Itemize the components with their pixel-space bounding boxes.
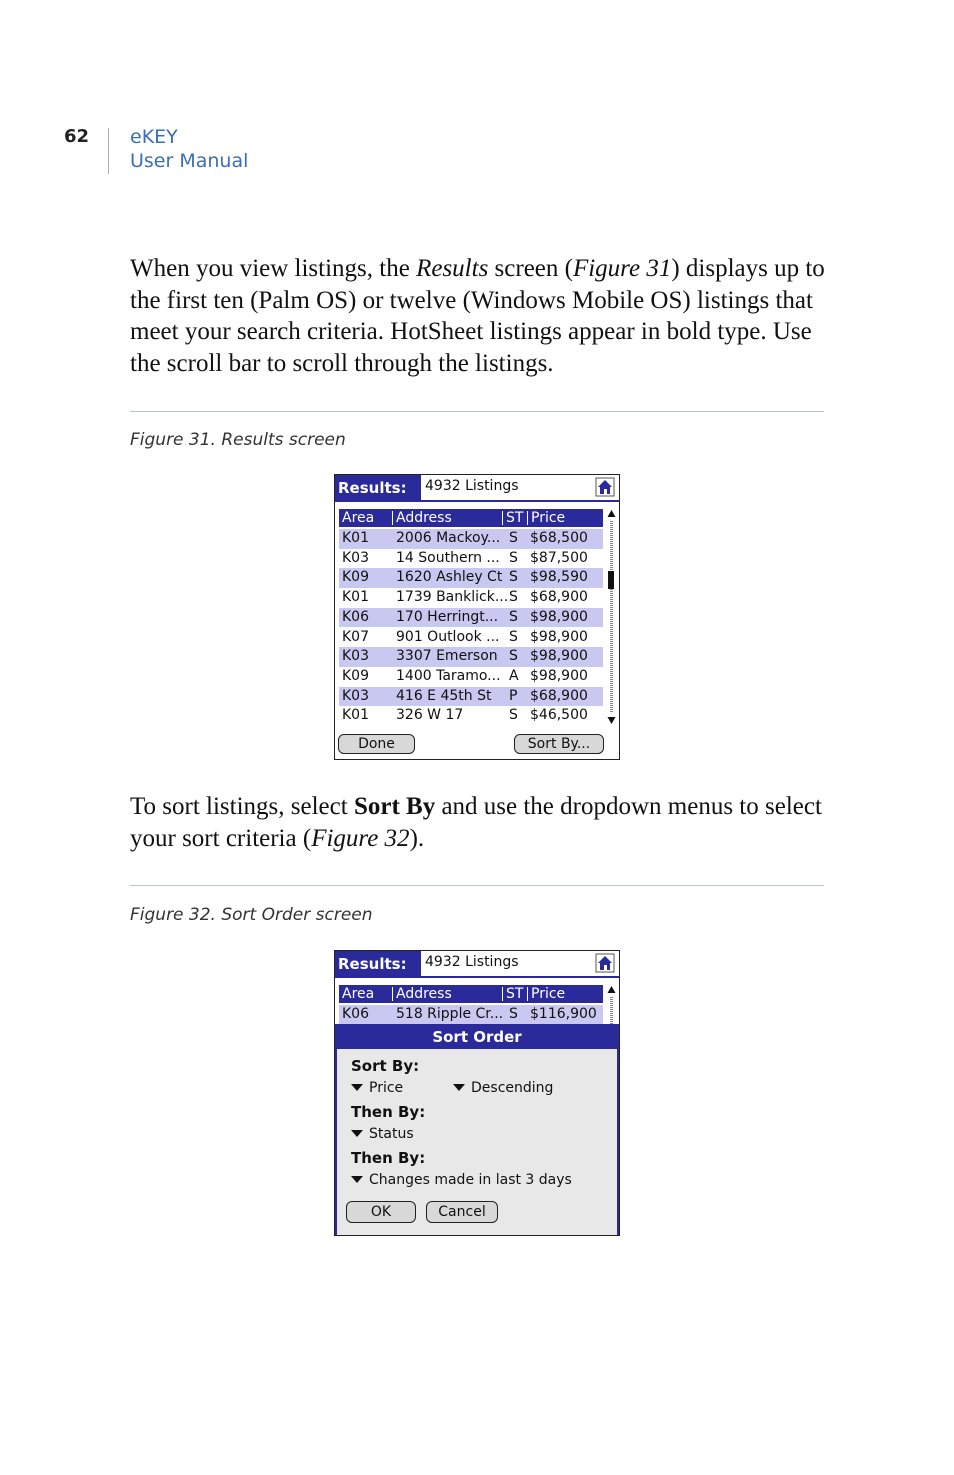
cell-price: $98,900: [530, 628, 588, 645]
table-row[interactable]: [339, 1005, 603, 1025]
intro-paragraph: [130, 253, 830, 379]
figure-reference: Figure 32: [311, 824, 410, 852]
text: To sort listings, select: [130, 793, 354, 820]
cell-area: K01: [342, 530, 369, 546]
then-by-dropdown-1[interactable]: [351, 1126, 414, 1142]
text: ).: [409, 824, 425, 852]
cell-status: S: [509, 648, 518, 665]
sort-direction-dropdown[interactable]: [453, 1080, 553, 1096]
header-title-line1: eKEY: [130, 126, 178, 148]
done-button[interactable]: Done: [338, 734, 415, 754]
listing-count: 4932 Listings: [425, 478, 519, 494]
cell-area: K07: [342, 628, 369, 645]
sort-by-dropdown[interactable]: [351, 1080, 403, 1096]
then-by-label: Then By:: [351, 1149, 426, 1167]
cell-price: $87,500: [530, 549, 588, 566]
table-row[interactable]: [339, 706, 603, 726]
cell-status: A: [509, 667, 519, 684]
scrollbar[interactable]: [607, 985, 616, 1025]
title-underline: [335, 976, 619, 978]
table-row[interactable]: [339, 628, 603, 648]
column-separator: [392, 511, 393, 525]
cell-status: P: [509, 687, 518, 704]
col-area[interactable]: Area: [342, 510, 375, 526]
column-separator: [502, 511, 503, 525]
column-header: [339, 985, 603, 1003]
table-row[interactable]: [339, 608, 603, 628]
cell-address: 170 Herringt...: [396, 608, 499, 625]
scroll-up-arrow-icon[interactable]: [607, 509, 616, 518]
cell-address: 416 E 45th St: [396, 687, 492, 704]
cell-status: S: [509, 549, 518, 566]
dropdown-value: Descending: [471, 1080, 554, 1096]
cell-area: K09: [342, 569, 369, 586]
cancel-button[interactable]: Cancel: [426, 1201, 498, 1223]
ok-button[interactable]: OK: [346, 1201, 416, 1223]
sort-order-screen: [334, 950, 620, 1236]
table-row[interactable]: [339, 647, 603, 667]
col-status[interactable]: ST: [506, 510, 524, 526]
figure-caption: Figure 32. Sort Order screen: [130, 905, 373, 925]
cell-status: S: [509, 589, 518, 606]
cell-price: $116,900: [530, 1006, 597, 1022]
scroll-up-arrow-icon[interactable]: [607, 985, 616, 994]
scroll-track[interactable]: [610, 997, 613, 1025]
cell-status: S: [509, 530, 518, 546]
then-by-label: Then By:: [351, 1103, 426, 1121]
figure-caption: Figure 31. Results screen: [130, 430, 346, 450]
figure-divider: [130, 411, 824, 412]
column-separator: [392, 987, 393, 1001]
title-underline: [335, 500, 619, 502]
cell-area: K09: [342, 667, 369, 684]
cell-price: $98,900: [530, 608, 588, 625]
table-row[interactable]: [339, 687, 603, 707]
sort-by-button[interactable]: Sort By...: [514, 734, 604, 754]
sort-order-dialog: [335, 1024, 619, 1236]
cell-status: S: [509, 608, 518, 625]
sort-by-term: Sort By: [353, 793, 436, 820]
sort-paragraph: [130, 791, 830, 854]
column-separator: [527, 511, 528, 525]
cell-address: 3307 Emerson: [396, 648, 498, 665]
table-row[interactable]: [339, 588, 603, 608]
cell-price: $68,900: [530, 687, 588, 704]
results-term: Results: [416, 255, 489, 282]
cell-price: $98,900: [530, 648, 588, 665]
dropdown-arrow-icon: [453, 1084, 465, 1091]
scroll-thumb[interactable]: [608, 571, 614, 589]
cell-price: $46,500: [530, 707, 588, 724]
scrollbar[interactable]: [607, 509, 616, 725]
cell-area: K06: [342, 1006, 369, 1022]
text: When you view listings, the: [130, 255, 417, 282]
home-icon[interactable]: [595, 953, 615, 973]
cell-address: 1400 Taramo...: [396, 667, 501, 684]
dropdown-arrow-icon: [351, 1130, 363, 1137]
cell-area: K06: [342, 608, 369, 625]
then-by-dropdown-2[interactable]: [351, 1172, 572, 1188]
cell-price: $98,900: [530, 667, 588, 684]
home-icon[interactable]: [595, 477, 615, 497]
screen-title: Results:: [335, 475, 421, 501]
cell-status: S: [509, 1006, 518, 1022]
dropdown-arrow-icon: [351, 1176, 363, 1183]
scroll-track[interactable]: [610, 521, 613, 713]
col-address[interactable]: Address: [396, 510, 452, 526]
cell-price: $68,900: [530, 589, 588, 606]
text: ) displays up to the first ten (Palm OS) or twelve (Windows Mobile OS) listings that meet your search criteria. HotSheet listings appear in bold type. Use the scroll bar to scroll through the listings.: [130, 255, 825, 377]
cell-address: 14 Southern ...: [396, 549, 500, 566]
scroll-down-arrow-icon[interactable]: [607, 716, 616, 725]
listing-count: 4932 Listings: [425, 954, 519, 970]
table-row[interactable]: [339, 568, 603, 588]
cell-status: S: [509, 569, 518, 586]
table-row[interactable]: [339, 667, 603, 687]
text: screen (: [488, 255, 573, 282]
cell-address: 518 Ripple Cr...: [396, 1006, 504, 1022]
cell-status: S: [509, 628, 518, 645]
col-price[interactable]: Price: [531, 986, 566, 1002]
cell-address: 1620 Ashley Ct: [396, 569, 503, 586]
column-header: [339, 509, 603, 527]
figure-reference: Figure 31: [572, 255, 672, 282]
header-title-line2: User Manual: [130, 150, 249, 172]
running-header: [130, 125, 248, 173]
cell-price: $68,500: [530, 530, 588, 546]
cell-address: 901 Outlook ...: [396, 628, 500, 645]
figure-divider: [130, 885, 824, 886]
col-area[interactable]: Area: [342, 986, 375, 1002]
cell-area: K03: [342, 549, 369, 566]
dropdown-value: Changes made in last 3 days: [369, 1172, 572, 1188]
cell-area: K03: [342, 648, 369, 665]
table-row[interactable]: [339, 529, 603, 549]
results-screen: [334, 474, 620, 760]
cell-price: $98,590: [530, 569, 588, 586]
column-separator: [502, 987, 503, 1001]
cell-status: S: [509, 707, 518, 724]
dropdown-arrow-icon: [351, 1084, 363, 1091]
page-number: 62: [64, 126, 90, 147]
cell-area: K01: [342, 589, 369, 606]
col-price[interactable]: Price: [531, 510, 566, 526]
column-separator: [527, 987, 528, 1001]
header-divider: [108, 128, 109, 174]
table-row[interactable]: [339, 549, 603, 569]
dropdown-value: Price: [369, 1080, 404, 1096]
screen-title: Results:: [335, 951, 421, 977]
col-status[interactable]: ST: [506, 986, 524, 1002]
cell-address: 326 W 17: [396, 707, 464, 724]
dropdown-value: Status: [369, 1126, 414, 1142]
cell-address: 1739 Banklick...: [396, 589, 509, 606]
dialog-title: Sort Order: [335, 1025, 619, 1049]
text: and use the dropdown menus to select your sort criteria (: [130, 793, 822, 852]
cell-address: 2006 Mackoy...: [396, 530, 501, 546]
cell-area: K03: [342, 687, 369, 704]
cell-area: K01: [342, 707, 369, 724]
col-address[interactable]: Address: [396, 986, 452, 1002]
sort-by-label: Sort By:: [351, 1057, 420, 1075]
